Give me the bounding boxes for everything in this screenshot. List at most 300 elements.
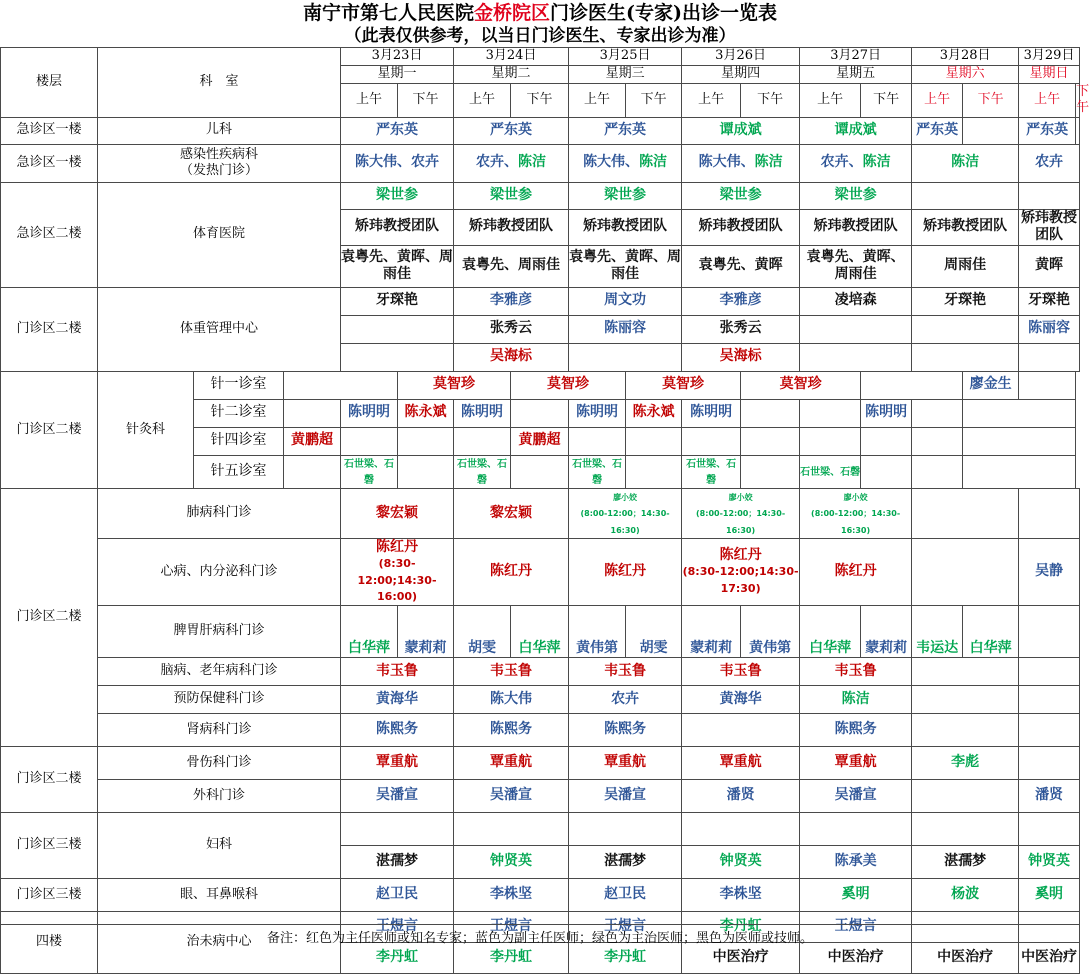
doctor-name: 陈大伟、农卉	[355, 154, 440, 171]
doctor-name: 中医治疗	[712, 949, 769, 966]
schedule-cell	[682, 117, 800, 144]
doctor-name: 张秀云	[719, 320, 762, 337]
doctor-name: 梁世参	[604, 186, 647, 203]
doctor-name: 中医治疗	[827, 949, 884, 966]
schedule-cell	[963, 606, 1019, 658]
schedule-cell	[1019, 315, 1080, 343]
table-row	[1, 813, 1080, 846]
table-row	[1, 182, 1080, 209]
doctor-name: 石世梁、石磬	[344, 458, 395, 486]
doctor-name: 凌培森	[834, 292, 877, 309]
department-cell: 眼、耳鼻喉科	[98, 879, 341, 912]
schedule-cell	[682, 343, 800, 371]
doctor-name: 梁世参	[490, 186, 533, 203]
empty-cell	[1019, 489, 1080, 539]
empty-cell	[284, 399, 341, 427]
schedule-cell	[454, 209, 569, 245]
floor-cell: 急诊区一楼	[1, 117, 98, 144]
doctor-name: 梁世参	[834, 186, 877, 203]
schedule-cell	[454, 714, 569, 747]
doctor-name: 矫玮教授团队	[469, 218, 554, 235]
header-date: 3月26日	[682, 48, 800, 66]
schedule-cell	[912, 117, 963, 144]
schedule-cell	[341, 117, 454, 144]
doctor-name: 杨波	[951, 886, 980, 903]
schedule-cell	[800, 489, 912, 539]
empty-cell	[682, 427, 741, 455]
doctor-name: 陈洁	[518, 154, 547, 171]
header-am: 上午	[800, 84, 861, 118]
doctor-name: 莫智珍	[547, 376, 590, 393]
doctor-name: 石世梁、石磬	[686, 458, 737, 486]
empty-cell	[963, 399, 1076, 427]
schedule-cell	[569, 117, 682, 144]
doctor-name: 矫玮教授团队	[698, 218, 783, 235]
doctor-name: 陈熙务	[834, 721, 877, 738]
doctor-name: 黄鹏超	[518, 432, 561, 449]
schedule-cell	[454, 780, 569, 813]
schedule-cell	[454, 606, 511, 658]
schedule-cell	[454, 144, 569, 182]
doctor-name: 吴海标	[490, 348, 533, 365]
doctor-name: 李株坚	[719, 886, 762, 903]
doctor-name: 石世梁、石磬	[800, 466, 861, 478]
schedule-cell	[800, 117, 912, 144]
schedule-cell	[912, 846, 1019, 879]
doctor-name: 陈大伟、	[583, 154, 640, 171]
doctor-name: 韦玉鲁	[376, 662, 419, 679]
doctor-name: 严东英	[490, 121, 533, 138]
floor-cell: 四楼	[1, 912, 98, 974]
doctor-name: 湛孺梦	[376, 853, 419, 870]
empty-cell	[861, 427, 912, 455]
schedule-cell	[912, 747, 1019, 780]
page-title	[0, 0, 1080, 26]
schedule-cell	[682, 846, 800, 879]
doctor-name: 廖金生	[969, 376, 1012, 393]
empty-cell	[800, 427, 861, 455]
empty-cell	[912, 315, 1019, 343]
empty-cell	[341, 813, 454, 846]
empty-cell	[741, 455, 800, 489]
floor-cell: 门诊区二楼	[1, 489, 98, 747]
doctor-name: 黄伟第	[749, 639, 792, 656]
empty-cell	[284, 371, 398, 399]
schedule-cell	[682, 538, 800, 605]
schedule-cell	[682, 606, 741, 658]
doctor-name: 李雅彦	[490, 292, 533, 309]
empty-cell	[341, 427, 398, 455]
empty-cell	[741, 427, 800, 455]
header-date: 3月24日	[454, 48, 569, 66]
schedule-cell	[454, 455, 511, 489]
schedule-table	[0, 47, 1089, 974]
doctor-name: 矫玮教授团队	[583, 218, 668, 235]
schedule-cell	[682, 144, 800, 182]
empty-cell	[912, 455, 963, 489]
empty-cell	[398, 427, 454, 455]
schedule-cell	[1019, 245, 1080, 287]
doctor-name: 黎宏颖	[490, 504, 533, 521]
schedule-cell	[341, 686, 454, 714]
table-row	[1, 686, 1080, 714]
empty-cell	[861, 371, 963, 399]
schedule-cell	[569, 315, 682, 343]
schedule-cell	[454, 489, 569, 539]
title-prefix: 南宁市第七人民医院	[302, 2, 474, 24]
doctor-name: 严东英	[916, 121, 959, 138]
page-subtitle: （此表仅供参考，以当日门诊医生、专家出诊为准）	[344, 26, 736, 46]
header-pm: 下午	[741, 84, 800, 118]
schedule-cell	[341, 658, 454, 686]
doctor-name: 矫玮教授团队	[923, 218, 1008, 235]
empty-cell	[569, 343, 682, 371]
schedule-cell	[682, 287, 800, 315]
schedule-cell	[741, 606, 800, 658]
header-date-row	[1, 48, 1080, 66]
schedule-cell	[1019, 117, 1076, 144]
schedule-cell	[341, 714, 454, 747]
table-row	[1, 538, 1080, 605]
doctor-name: 莫智珍	[662, 376, 705, 393]
schedule-cell	[454, 686, 569, 714]
schedule-cell	[800, 747, 912, 780]
doctor-name: 韦玉鲁	[834, 662, 877, 679]
floor-cell: 急诊区一楼	[1, 144, 98, 182]
schedule-cell	[454, 747, 569, 780]
department-cell: 肾病科门诊	[98, 714, 341, 747]
doctor-name: 吴海标	[719, 348, 762, 365]
empty-cell	[912, 399, 963, 427]
schedule-cell	[454, 245, 569, 287]
schedule-cell	[800, 144, 912, 182]
doctor-name: 袁粤先、黄晖、周雨佳	[806, 248, 905, 282]
schedule-cell	[569, 686, 682, 714]
schedule-cell	[341, 846, 454, 879]
doctor-name: 廖小姣 (8:00-12:00；14:30-16:30)	[696, 493, 786, 535]
schedule-cell	[454, 287, 569, 315]
schedule-cell	[682, 686, 800, 714]
doctor-name: 陈洁	[841, 690, 870, 707]
doctor-name: 黄海华	[376, 690, 419, 707]
doctor-name: 覃重航	[834, 754, 877, 771]
table-row	[1, 144, 1080, 182]
doctor-name: 陈熙务	[376, 721, 419, 738]
doctor-name: 奚明	[841, 886, 870, 903]
empty-cell	[912, 686, 1019, 714]
doctor-name: 陈明明	[576, 404, 619, 421]
doctor-name: 陈永斌	[632, 404, 675, 421]
doctor-name: 陈永斌	[404, 404, 447, 421]
schedule-cell	[341, 538, 454, 605]
doctor-name: 陈洁	[754, 154, 783, 171]
empty-cell	[800, 343, 912, 371]
header-weekday: 星期日	[1019, 66, 1080, 84]
empty-cell	[1019, 371, 1076, 399]
doctor-name: 白华萍	[809, 639, 852, 656]
empty-cell	[800, 813, 912, 846]
doctor-name: 陈洁	[951, 154, 980, 171]
doctor-name: 谭成斌	[834, 121, 877, 138]
doctor-name: 石世梁、石磬	[457, 458, 508, 486]
doctor-name: 石世梁、石磬	[572, 458, 623, 486]
doctor-name: 廖小姣 (8:00-12:00；14:30-16:30)	[811, 493, 901, 535]
doctor-name: 李丹虹	[719, 918, 762, 935]
schedule-cell	[569, 846, 682, 879]
schedule-cell	[912, 245, 1019, 287]
empty-cell	[912, 780, 1019, 813]
schedule-cell	[569, 658, 682, 686]
header-date: 3月27日	[800, 48, 912, 66]
room-cell: 针二诊室	[194, 399, 284, 427]
doctor-name: 谭成斌	[719, 121, 762, 138]
doctor-name: 胡雯	[468, 639, 497, 656]
doctor-name: 陈大伟	[490, 690, 533, 707]
doctor-name: 李彪	[951, 754, 980, 771]
schedule-cell	[398, 371, 511, 399]
floor-cell: 门诊区二楼	[1, 747, 98, 813]
schedule-cell	[912, 606, 963, 658]
doctor-name: 赵卫民	[604, 886, 647, 903]
department-cell: 体重管理中心	[98, 287, 341, 371]
header-pm: 下午	[963, 84, 1019, 118]
doctor-name: 黄海华	[719, 690, 762, 707]
schedule-cell	[1019, 209, 1080, 245]
doctor-name: 黎宏颖	[376, 504, 419, 521]
doctor-name: 奚明	[1035, 886, 1064, 903]
doctor-name: 李雅彦	[719, 292, 762, 309]
schedule-cell	[569, 714, 682, 747]
doctor-name: 袁粤先、黄晖、周雨佳	[341, 248, 454, 282]
header-department: 科 室	[98, 48, 341, 118]
empty-cell	[569, 813, 682, 846]
table-row	[1, 371, 1080, 399]
department-cell: 骨伤科门诊	[98, 747, 341, 780]
empty-cell	[284, 455, 341, 489]
schedule-cell	[963, 371, 1019, 399]
schedule-cell	[1019, 846, 1080, 879]
schedule-cell	[454, 879, 569, 912]
schedule-cell	[682, 780, 800, 813]
schedule-cell	[341, 209, 454, 245]
doctor-name: 严东英	[1026, 121, 1069, 138]
floor-cell: 门诊区三楼	[1, 879, 98, 912]
table-row	[1, 780, 1080, 813]
empty-cell	[341, 343, 454, 371]
empty-cell	[682, 714, 800, 747]
header-date: 3月29日	[1019, 48, 1080, 66]
schedule-cell	[800, 780, 912, 813]
empty-cell	[1019, 182, 1080, 209]
schedule-cell	[682, 315, 800, 343]
department-cell: 妇科	[98, 813, 341, 879]
header-weekday: 星期五	[800, 66, 912, 84]
doctor-name: 陈大伟、	[698, 154, 755, 171]
doctor-name: 张秀云	[490, 320, 533, 337]
doctor-name: 矫玮教授团队	[813, 218, 898, 235]
doctor-name: 韦玉鲁	[490, 662, 533, 679]
doctor-name: 吴潘宣	[834, 787, 877, 804]
empty-cell	[1019, 606, 1080, 658]
schedule-cell	[682, 209, 800, 245]
empty-cell	[800, 315, 912, 343]
header-pm: 下午	[511, 84, 569, 118]
schedule-cell	[800, 455, 861, 489]
doctor-name: 黄晖	[1035, 257, 1064, 274]
doctor-name: 吴潘宣	[604, 787, 647, 804]
doctor-name: 蒙莉莉	[690, 639, 733, 656]
schedule-cell	[1019, 879, 1080, 912]
schedule-cell	[569, 209, 682, 245]
schedule-cell	[569, 489, 682, 539]
table-row	[1, 489, 1080, 539]
header-pm: 下午	[861, 84, 912, 118]
schedule-cell	[454, 117, 569, 144]
schedule-cell	[800, 182, 912, 209]
doctor-name: 白华萍	[518, 639, 561, 656]
empty-cell	[912, 343, 1019, 371]
empty-cell	[1076, 117, 1080, 144]
schedule-cell	[741, 371, 861, 399]
schedule-cell	[454, 399, 511, 427]
header-weekday: 星期一	[341, 66, 454, 84]
schedule-cell	[284, 427, 341, 455]
doctor-name: 莫智珍	[433, 376, 476, 393]
empty-cell	[912, 538, 1019, 605]
schedule-cell	[1019, 144, 1080, 182]
empty-cell	[1019, 714, 1080, 747]
schedule-cell	[682, 658, 800, 686]
doctor-name: 陈红丹	[604, 563, 647, 580]
header-weekday: 星期四	[682, 66, 800, 84]
schedule-cell	[569, 538, 682, 605]
doctor-name: 陈熙务	[604, 721, 647, 738]
empty-cell	[912, 489, 1019, 539]
doctor-name: 湛孺梦	[604, 853, 647, 870]
schedule-cell	[1019, 287, 1080, 315]
doctor-name: 莫智珍	[779, 376, 822, 393]
schedule-cell	[341, 606, 398, 658]
doctor-name: 覃重航	[376, 754, 419, 771]
empty-cell	[626, 455, 682, 489]
schedule-cell	[341, 489, 454, 539]
doctor-name: 覃重航	[490, 754, 533, 771]
header-am: 上午	[1019, 84, 1076, 118]
empty-cell	[454, 427, 511, 455]
schedule-cell	[626, 606, 682, 658]
doctor-name: 周雨佳	[944, 257, 987, 274]
doctor-name: 李丹虹	[604, 949, 647, 966]
empty-cell	[912, 182, 1019, 209]
schedule-cell	[800, 686, 912, 714]
doctor-name: 钟贤英	[490, 853, 533, 870]
floor-cell: 门诊区二楼	[1, 287, 98, 371]
department-cell: 肺病科门诊	[98, 489, 341, 539]
schedule-cell	[682, 879, 800, 912]
doctor-name: 牙琛艳	[1028, 292, 1071, 309]
schedule-cell	[511, 606, 569, 658]
table-row	[1, 879, 1080, 912]
table-row	[1, 287, 1080, 315]
schedule-cell	[569, 747, 682, 780]
department-cell: 治未病中心	[98, 912, 341, 974]
doctor-name: 陈丽容	[604, 320, 647, 337]
doctor-name: 王煜言	[490, 918, 533, 935]
doctor-name: 白华萍	[348, 639, 391, 656]
floor-cell: 门诊区二楼	[1, 371, 98, 489]
header-am: 上午	[454, 84, 511, 118]
schedule-cell	[682, 489, 800, 539]
doctor-name: 袁粤先、周雨佳	[462, 257, 561, 274]
empty-cell	[963, 117, 1019, 144]
empty-cell	[682, 813, 800, 846]
doctor-name: 陈红丹	[490, 563, 533, 580]
doctor-name: 王煜言	[376, 918, 419, 935]
clinic-hours: (8:30-12:00;14:30-16:00)	[357, 557, 437, 603]
schedule-cell	[454, 846, 569, 879]
doctor-name: 陈明明	[865, 404, 908, 421]
header-date: 3月28日	[912, 48, 1019, 66]
doctor-name: 陈熙务	[490, 721, 533, 738]
doctor-name: 潘贤	[1035, 787, 1064, 804]
empty-cell	[912, 427, 963, 455]
doctor-name: 黄伟第	[576, 639, 619, 656]
doctor-name: 严东英	[376, 121, 419, 138]
schedule-cell	[1019, 780, 1080, 813]
schedule-cell	[454, 538, 569, 605]
empty-cell	[861, 455, 912, 489]
header-date: 3月25日	[569, 48, 682, 66]
doctor-name: 吴潘宣	[490, 787, 533, 804]
title-highlight: 金桥院区	[474, 2, 551, 24]
department-cell: 感染性疾病科 （发热门诊）	[98, 144, 341, 182]
doctor-name: 钟贤英	[1028, 853, 1071, 870]
table-row	[1, 606, 1080, 658]
doctor-name: 严东英	[604, 121, 647, 138]
header-date: 3月23日	[341, 48, 454, 66]
doctor-name: 王煜言	[834, 918, 877, 935]
schedule-cell	[800, 658, 912, 686]
schedule-cell	[682, 245, 800, 287]
schedule-cell	[800, 879, 912, 912]
schedule-cell	[454, 182, 569, 209]
doctor-name: 韦运达	[916, 639, 959, 656]
doctor-name: 梁世参	[719, 186, 762, 203]
doctor-name: 吴潘宣	[376, 787, 419, 804]
doctor-name: 农卉、	[476, 154, 519, 171]
doctor-name: 陈洁	[639, 154, 668, 171]
empty-cell	[569, 427, 626, 455]
doctor-name: 潘贤	[726, 787, 755, 804]
doctor-name: 韦玉鲁	[719, 662, 762, 679]
empty-cell	[1019, 658, 1080, 686]
empty-cell	[1019, 747, 1080, 780]
doctor-name: 矫玮教授团队	[1021, 209, 1078, 243]
schedule-cell	[682, 455, 741, 489]
doctor-name: 蒙莉莉	[865, 639, 908, 656]
department-cell: 外科门诊	[98, 780, 341, 813]
schedule-cell	[800, 287, 912, 315]
schedule-cell	[569, 287, 682, 315]
schedule-cell	[569, 245, 682, 287]
header-am: 上午	[341, 84, 398, 118]
schedule-cell	[569, 399, 626, 427]
department-cell: 预防保健科门诊	[98, 686, 341, 714]
doctor-name: 李丹虹	[376, 949, 419, 966]
empty-cell	[1019, 343, 1080, 371]
schedule-cell	[800, 245, 912, 287]
doctor-name: 白华萍	[969, 639, 1012, 656]
